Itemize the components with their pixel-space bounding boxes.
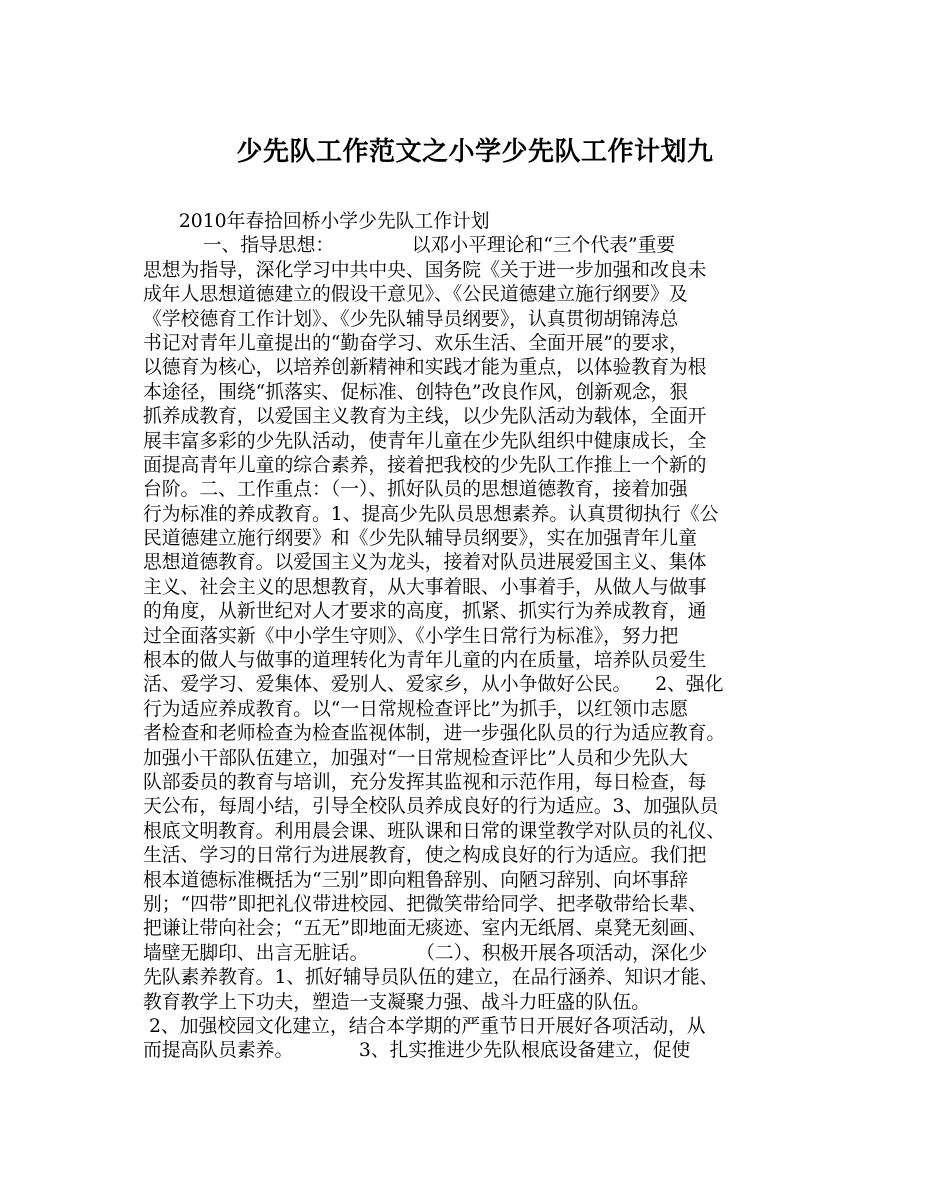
body-line: 书记对青年儿童提出的“勤奋学习、欢乐生活、全面开展”的要求， [143,332,689,354]
body-line: 教育教学上下功夫，塑造一支凝聚力强、战斗力旺盛的队伍。 [143,991,651,1013]
body-line: 思想为指导，深化学习中共中央、国务院《关于进一步加强和改良未 [143,259,707,281]
body-line: 队部委员的教育与培训，充分发挥其监视和示范作用，每日检查，每 [143,771,707,793]
body-line: 活、爱学习、爱集体、爱别人、爱家乡，从小争做好公民。 2、强化 [143,674,724,696]
body-line: 《学校德育工作计划》、《少先队辅导员纲要》，认真贯彻胡锦涛总 [143,308,679,330]
body-line: 先队素养教育。1、抓好辅导员队伍的建立，在品行涵养、知识才能、 [143,967,719,989]
body-line: 行为标准的养成教育。1、提高少先队员思想素养。认真贯彻执行《公 [143,503,719,525]
body-line: 根本的做人与做事的道理转化为青年儿童的内在质量，培养队员爱生 [143,650,707,672]
body-line: 天公布，每周小结，引导全校队员养成良好的行为适应。3、加强队员 [143,796,719,818]
body-line: 加强小干部队伍建立，加强对“一日常规检查评比”人员和少先队大 [143,747,689,769]
body-line: 2010年春拾回桥小学少先队工作计划 [143,211,490,232]
body-line: 过全面落实新《中小学生守则》、《小学生日常行为标准》，努力把 [143,625,679,647]
body-line: 生活、学习的日常行为进展教育，使之构成良好的行为适应。我们把 [143,845,707,867]
body-line: 墙壁无脚印、出言无脏话。 （二）、积极开展各项活动，深化少 [143,942,708,964]
body-line: 的角度，从新世纪对人才要求的高度，抓紧、抓实行为养成教育，通 [143,601,707,623]
body-line: 本途径，围绕“抓落实、促标准、创特色”改良作风，创新观念，狠 [143,381,689,403]
body-line: 成年人思想道德建立的假设干意见》、《公民道德建立施行纲要》及 [143,284,688,306]
body-line: 把谦让带向社会；“五无”即地面无痰迹、室内无纸屑、桌凳无刻画、 [143,918,707,940]
body-line: 台阶。二、工作重点：（一）、抓好队员的思想道德教育，接着加强 [143,479,688,501]
body-line: 民道德建立施行纲要》和《少先队辅导员纲要》，实在加强青年儿童 [143,528,698,550]
body-line: 展丰富多彩的少先队活动，使青年儿童在少先队组织中健康成长，全 [143,430,707,452]
body-line: 抓养成教育，以爱国主义教育为主线，以少先队活动为载体，全面开 [143,406,707,428]
body-line: 别；“四带”即把礼仪带进校园、把微笑带给同学、把孝敬带给长辈、 [143,893,707,915]
body-line: 行为适应养成教育。以“一日常规检查评比”为抓手，以红领巾志愿 [143,698,689,720]
document-body [143,210,813,1064]
body-line: 根本道德标准概括为“三别”即向粗鲁辞别、向陋习辞别、向坏事辞 [143,869,689,891]
body-line: 一、指导思想： 以邓小平理论和“三个代表”重要 [143,235,676,257]
body-line: 而提高队员素养。 3、扎实推进少先队根底设备建立，促使 [143,1040,691,1062]
body-line: 根底文明教育。利用晨会课、班队课和日常的课堂教学对队员的礼仪、 [143,820,726,842]
body-line: 思想道德教育。以爱国主义为龙头，接着对队员进展爱国主义、集体 [143,552,707,574]
document-title: 少先队工作范文之小学少先队工作计划九 [236,137,714,167]
body-line: 以德育为核心，以培养创新精神和实践才能为重点，以体验教育为根 [143,357,707,379]
body-line: 主义、社会主义的思想教育，从大事着眼、小事着手，从做人与做事 [143,576,707,598]
body-line: 2、加强校园文化建立，结合本学期的严重节日开展好各项活动，从 [143,1015,706,1037]
body-line: 面提高青年儿童的综合素养，接着把我校的少先队工作推上一个新的 [143,454,707,476]
body-line: 者检查和老师检查为检查监视体制，进一步强化队员的行为适应教育。 [143,723,726,745]
